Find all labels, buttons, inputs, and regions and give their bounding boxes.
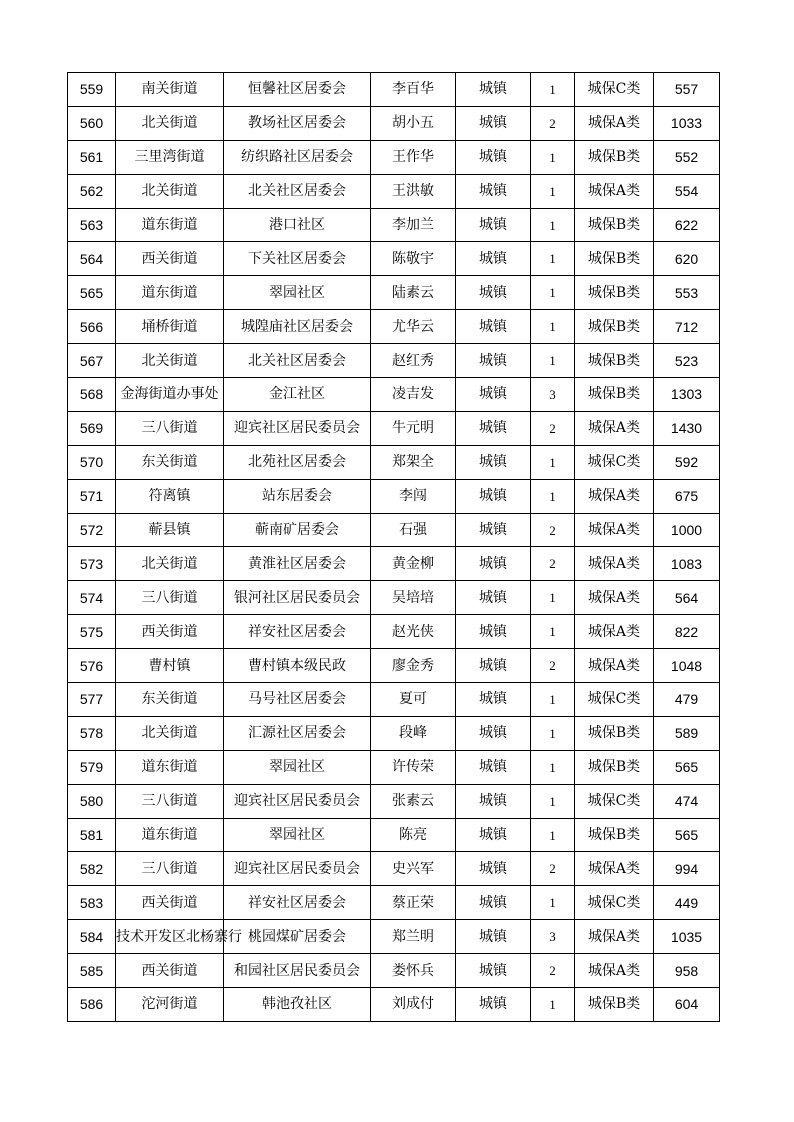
area-type-cell: 城镇 (456, 954, 531, 988)
table-row (68, 344, 720, 378)
amount-cell: 1000 (654, 513, 720, 547)
table-body (68, 73, 720, 1022)
amount-cell: 552 (654, 140, 720, 174)
amount-cell: 1430 (654, 411, 720, 445)
amount-cell: 474 (654, 784, 720, 818)
category-cell: 城保B类 (575, 276, 654, 310)
category-cell: 城保A类 (575, 513, 654, 547)
community-cell: 金江社区 (224, 378, 371, 412)
household-count-cell: 1 (531, 208, 575, 242)
serial-number-cell: 577 (68, 683, 116, 717)
serial-number-cell: 575 (68, 615, 116, 649)
street-cell: 西关街道 (116, 615, 224, 649)
amount-cell: 449 (654, 886, 720, 920)
category-cell: 城保B类 (575, 378, 654, 412)
amount-cell: 620 (654, 242, 720, 276)
category-cell: 城保B类 (575, 818, 654, 852)
household-count-cell: 1 (531, 445, 575, 479)
community-cell: 迎宾社区居民委员会 (224, 411, 371, 445)
area-type-cell: 城镇 (456, 310, 531, 344)
household-count-cell: 2 (531, 649, 575, 683)
street-cell: 北关街道 (116, 174, 224, 208)
street-cell: 道东街道 (116, 818, 224, 852)
table-row (68, 784, 720, 818)
street-cell: 西关街道 (116, 954, 224, 988)
amount-cell: 994 (654, 852, 720, 886)
serial-number-cell: 561 (68, 140, 116, 174)
category-cell: 城保A类 (575, 615, 654, 649)
area-type-cell: 城镇 (456, 581, 531, 615)
serial-number-cell: 583 (68, 886, 116, 920)
community-cell: 蕲南矿居委会 (224, 513, 371, 547)
serial-number-cell: 563 (68, 208, 116, 242)
household-count-cell: 1 (531, 344, 575, 378)
serial-number-cell: 578 (68, 716, 116, 750)
area-type-cell: 城镇 (456, 242, 531, 276)
table-row (68, 276, 720, 310)
category-cell: 城保B类 (575, 988, 654, 1022)
household-count-cell: 1 (531, 140, 575, 174)
serial-number-cell: 572 (68, 513, 116, 547)
person-name-cell: 史兴军 (371, 852, 456, 886)
household-count-cell: 1 (531, 174, 575, 208)
person-name-cell: 凌吉发 (371, 378, 456, 412)
serial-number-cell: 584 (68, 920, 116, 954)
category-cell: 城保A类 (575, 174, 654, 208)
street-cell: 北关街道 (116, 106, 224, 140)
serial-number-cell: 560 (68, 106, 116, 140)
person-name-cell: 廖金秀 (371, 649, 456, 683)
area-type-cell: 城镇 (456, 852, 531, 886)
category-cell: 城保C类 (575, 73, 654, 107)
area-type-cell: 城镇 (456, 513, 531, 547)
table-row (68, 954, 720, 988)
area-type-cell: 城镇 (456, 174, 531, 208)
amount-cell: 589 (654, 716, 720, 750)
amount-cell: 564 (654, 581, 720, 615)
category-cell: 城保B类 (575, 750, 654, 784)
relief-roster-table (67, 72, 720, 1022)
street-cell: 沱河街道 (116, 988, 224, 1022)
area-type-cell: 城镇 (456, 479, 531, 513)
table-row (68, 615, 720, 649)
amount-cell: 1035 (654, 920, 720, 954)
amount-cell: 958 (654, 954, 720, 988)
household-count-cell: 1 (531, 818, 575, 852)
category-cell: 城保B类 (575, 140, 654, 174)
community-cell: 祥安社区居委会 (224, 615, 371, 649)
area-type-cell: 城镇 (456, 411, 531, 445)
area-type-cell: 城镇 (456, 378, 531, 412)
person-name-cell: 蔡正荣 (371, 886, 456, 920)
category-cell: 城保A类 (575, 649, 654, 683)
table-row (68, 547, 720, 581)
street-cell: 金海街道办事处 (116, 378, 224, 412)
person-name-cell: 胡小五 (371, 106, 456, 140)
category-cell: 城保B类 (575, 716, 654, 750)
person-name-cell: 陈敬宇 (371, 242, 456, 276)
person-name-cell: 赵红秀 (371, 344, 456, 378)
amount-cell: 1033 (654, 106, 720, 140)
community-cell: 汇源社区居委会 (224, 716, 371, 750)
household-count-cell: 1 (531, 784, 575, 818)
category-cell: 城保A类 (575, 954, 654, 988)
serial-number-cell: 568 (68, 378, 116, 412)
street-cell: 三八街道 (116, 411, 224, 445)
serial-number-cell: 580 (68, 784, 116, 818)
serial-number-cell: 559 (68, 73, 116, 107)
category-cell: 城保C类 (575, 683, 654, 717)
area-type-cell: 城镇 (456, 615, 531, 649)
category-cell: 城保B类 (575, 208, 654, 242)
amount-cell: 675 (654, 479, 720, 513)
table-row (68, 920, 720, 954)
category-cell: 城保B类 (575, 344, 654, 378)
area-type-cell: 城镇 (456, 920, 531, 954)
table-row (68, 411, 720, 445)
serial-number-cell: 586 (68, 988, 116, 1022)
community-cell: 翠园社区 (224, 750, 371, 784)
category-cell: 城保C类 (575, 784, 654, 818)
street-cell: 南关街道 (116, 73, 224, 107)
area-type-cell: 城镇 (456, 649, 531, 683)
table-row (68, 445, 720, 479)
street-cell: 技术开发区北杨寨行 (116, 920, 224, 954)
category-cell: 城保A类 (575, 547, 654, 581)
serial-number-cell: 573 (68, 547, 116, 581)
street-cell: 道东街道 (116, 750, 224, 784)
community-cell: 黄淮社区居委会 (224, 547, 371, 581)
table-row (68, 73, 720, 107)
serial-number-cell: 585 (68, 954, 116, 988)
household-count-cell: 1 (531, 73, 575, 107)
table-row (68, 852, 720, 886)
person-name-cell: 尤华云 (371, 310, 456, 344)
person-name-cell: 牛元明 (371, 411, 456, 445)
table-row (68, 818, 720, 852)
community-cell: 和园社区居民委员会 (224, 954, 371, 988)
person-name-cell: 许传荣 (371, 750, 456, 784)
community-cell: 迎宾社区居民委员会 (224, 784, 371, 818)
amount-cell: 479 (654, 683, 720, 717)
household-count-cell: 1 (531, 683, 575, 717)
area-type-cell: 城镇 (456, 106, 531, 140)
serial-number-cell: 570 (68, 445, 116, 479)
table-row (68, 479, 720, 513)
category-cell: 城保A类 (575, 920, 654, 954)
household-count-cell: 2 (531, 852, 575, 886)
amount-cell: 553 (654, 276, 720, 310)
community-cell: 北关社区居委会 (224, 344, 371, 378)
street-cell: 曹村镇 (116, 649, 224, 683)
community-cell: 教场社区居委会 (224, 106, 371, 140)
serial-number-cell: 571 (68, 479, 116, 513)
street-cell: 北关街道 (116, 716, 224, 750)
household-count-cell: 1 (531, 988, 575, 1022)
area-type-cell: 城镇 (456, 784, 531, 818)
street-cell: 西关街道 (116, 886, 224, 920)
community-cell: 韩池孜社区 (224, 988, 371, 1022)
area-type-cell: 城镇 (456, 988, 531, 1022)
category-cell: 城保B类 (575, 310, 654, 344)
street-cell: 三八街道 (116, 784, 224, 818)
amount-cell: 1048 (654, 649, 720, 683)
community-cell: 北苑社区居委会 (224, 445, 371, 479)
household-count-cell: 3 (531, 378, 575, 412)
table-row (68, 649, 720, 683)
table-row (68, 208, 720, 242)
household-count-cell: 1 (531, 716, 575, 750)
community-cell: 马号社区居委会 (224, 683, 371, 717)
serial-number-cell: 564 (68, 242, 116, 276)
table-row (68, 683, 720, 717)
person-name-cell: 王作华 (371, 140, 456, 174)
person-name-cell: 赵光侠 (371, 615, 456, 649)
community-cell: 翠园社区 (224, 276, 371, 310)
street-cell: 三八街道 (116, 852, 224, 886)
area-type-cell: 城镇 (456, 208, 531, 242)
person-name-cell: 李闯 (371, 479, 456, 513)
table-row (68, 581, 720, 615)
person-name-cell: 张素云 (371, 784, 456, 818)
community-cell: 迎宾社区居民委员会 (224, 852, 371, 886)
category-cell: 城保A类 (575, 411, 654, 445)
street-cell: 三八街道 (116, 581, 224, 615)
amount-cell: 523 (654, 344, 720, 378)
household-count-cell: 1 (531, 242, 575, 276)
street-cell: 东关街道 (116, 683, 224, 717)
community-cell: 港口社区 (224, 208, 371, 242)
table-row (68, 106, 720, 140)
category-cell: 城保A类 (575, 479, 654, 513)
serial-number-cell: 574 (68, 581, 116, 615)
table-row (68, 378, 720, 412)
community-cell: 恒馨社区居委会 (224, 73, 371, 107)
category-cell: 城保A类 (575, 581, 654, 615)
person-name-cell: 段峰 (371, 716, 456, 750)
community-cell: 曹村镇本级民政 (224, 649, 371, 683)
community-cell: 纺织路社区居委会 (224, 140, 371, 174)
household-count-cell: 1 (531, 750, 575, 784)
table-row (68, 140, 720, 174)
table-row (68, 716, 720, 750)
amount-cell: 604 (654, 988, 720, 1022)
street-cell: 北关街道 (116, 344, 224, 378)
community-cell: 北关社区居委会 (224, 174, 371, 208)
household-count-cell: 1 (531, 886, 575, 920)
household-count-cell: 3 (531, 920, 575, 954)
category-cell: 城保C类 (575, 886, 654, 920)
household-count-cell: 1 (531, 479, 575, 513)
table-row (68, 242, 720, 276)
area-type-cell: 城镇 (456, 445, 531, 479)
table-row (68, 750, 720, 784)
area-type-cell: 城镇 (456, 276, 531, 310)
serial-number-cell: 562 (68, 174, 116, 208)
area-type-cell: 城镇 (456, 886, 531, 920)
person-name-cell: 吴培培 (371, 581, 456, 615)
amount-cell: 822 (654, 615, 720, 649)
amount-cell: 554 (654, 174, 720, 208)
table-row (68, 886, 720, 920)
household-count-cell: 2 (531, 411, 575, 445)
community-cell: 祥安社区居委会 (224, 886, 371, 920)
area-type-cell: 城镇 (456, 683, 531, 717)
area-type-cell: 城镇 (456, 750, 531, 784)
area-type-cell: 城镇 (456, 344, 531, 378)
serial-number-cell: 581 (68, 818, 116, 852)
serial-number-cell: 567 (68, 344, 116, 378)
street-cell: 埇桥街道 (116, 310, 224, 344)
table-row (68, 310, 720, 344)
category-cell: 城保B类 (575, 242, 654, 276)
area-type-cell: 城镇 (456, 716, 531, 750)
person-name-cell: 王洪敏 (371, 174, 456, 208)
person-name-cell: 石强 (371, 513, 456, 547)
amount-cell: 592 (654, 445, 720, 479)
street-cell: 蕲县镇 (116, 513, 224, 547)
household-count-cell: 1 (531, 581, 575, 615)
street-cell: 道东街道 (116, 276, 224, 310)
amount-cell: 1303 (654, 378, 720, 412)
serial-number-cell: 576 (68, 649, 116, 683)
amount-cell: 712 (654, 310, 720, 344)
community-cell: 城隍庙社区居委会 (224, 310, 371, 344)
household-count-cell: 1 (531, 276, 575, 310)
amount-cell: 1083 (654, 547, 720, 581)
community-cell: 站东居委会 (224, 479, 371, 513)
street-cell: 三里湾街道 (116, 140, 224, 174)
serial-number-cell: 582 (68, 852, 116, 886)
street-cell: 西关街道 (116, 242, 224, 276)
table-row (68, 988, 720, 1022)
person-name-cell: 李加兰 (371, 208, 456, 242)
area-type-cell: 城镇 (456, 547, 531, 581)
serial-number-cell: 569 (68, 411, 116, 445)
street-cell: 符离镇 (116, 479, 224, 513)
community-cell: 桃园煤矿居委会 (224, 920, 371, 954)
household-count-cell: 2 (531, 106, 575, 140)
household-count-cell: 2 (531, 513, 575, 547)
person-name-cell: 郑架全 (371, 445, 456, 479)
community-cell: 翠园社区 (224, 818, 371, 852)
category-cell: 城保A类 (575, 852, 654, 886)
household-count-cell: 1 (531, 310, 575, 344)
category-cell: 城保A类 (575, 106, 654, 140)
household-count-cell: 2 (531, 954, 575, 988)
person-name-cell: 夏可 (371, 683, 456, 717)
serial-number-cell: 565 (68, 276, 116, 310)
person-name-cell: 娄怀兵 (371, 954, 456, 988)
person-name-cell: 黄金柳 (371, 547, 456, 581)
household-count-cell: 2 (531, 547, 575, 581)
person-name-cell: 刘成付 (371, 988, 456, 1022)
community-cell: 银河社区居民委员会 (224, 581, 371, 615)
amount-cell: 557 (654, 73, 720, 107)
person-name-cell: 郑兰明 (371, 920, 456, 954)
serial-number-cell: 579 (68, 750, 116, 784)
table-row (68, 174, 720, 208)
community-cell: 下关社区居委会 (224, 242, 371, 276)
area-type-cell: 城镇 (456, 73, 531, 107)
street-cell: 东关街道 (116, 445, 224, 479)
area-type-cell: 城镇 (456, 818, 531, 852)
serial-number-cell: 566 (68, 310, 116, 344)
amount-cell: 565 (654, 750, 720, 784)
category-cell: 城保C类 (575, 445, 654, 479)
amount-cell: 622 (654, 208, 720, 242)
amount-cell: 565 (654, 818, 720, 852)
person-name-cell: 陆素云 (371, 276, 456, 310)
person-name-cell: 陈亮 (371, 818, 456, 852)
street-cell: 道东街道 (116, 208, 224, 242)
area-type-cell: 城镇 (456, 140, 531, 174)
household-count-cell: 1 (531, 615, 575, 649)
table-row (68, 513, 720, 547)
street-cell: 北关街道 (116, 547, 224, 581)
person-name-cell: 李百华 (371, 73, 456, 107)
